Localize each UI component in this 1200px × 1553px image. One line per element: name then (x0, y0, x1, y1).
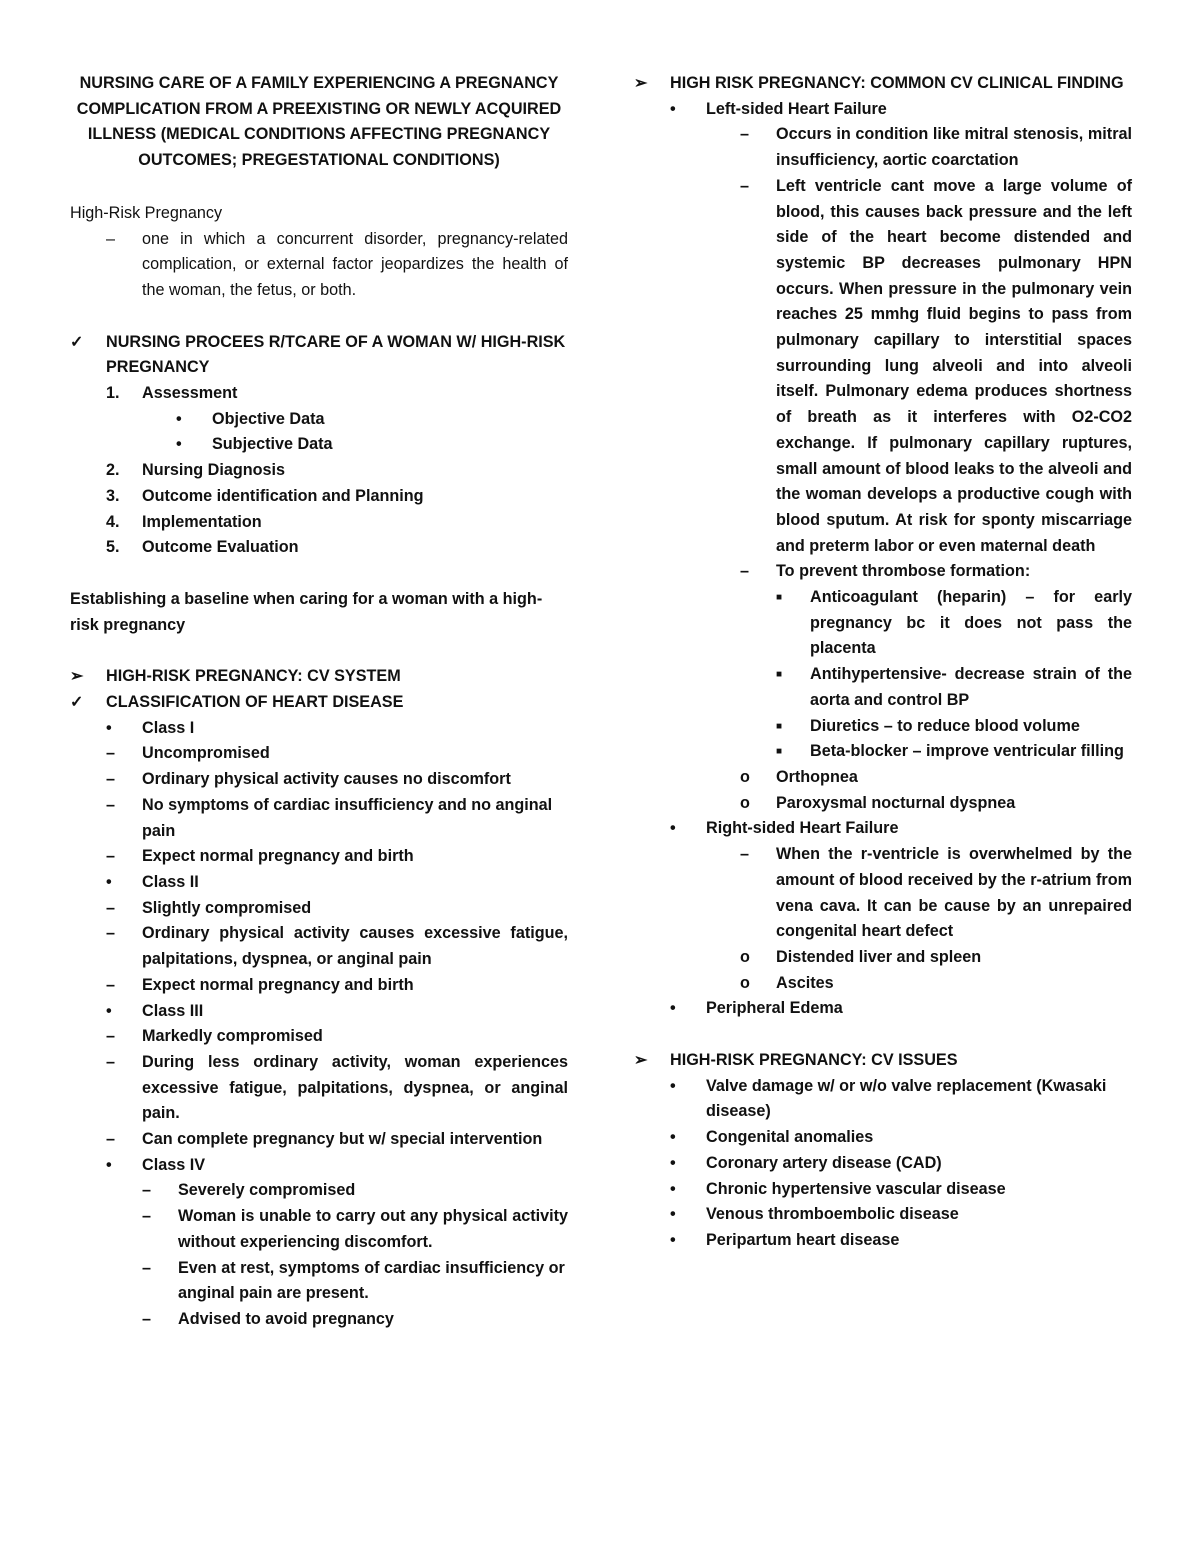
circle-bullet-icon: o (740, 947, 750, 966)
sign-item: Orthopnea (776, 767, 858, 786)
class-detail: Ordinary physical activity causes excessive fatigue, palpitations, dyspnea, or anginal pain (142, 924, 568, 969)
issue-item: Peripartum heart disease (706, 1230, 900, 1249)
bullet-icon: • (670, 1128, 676, 1147)
class-detail: Expect normal pregnancy and birth (142, 847, 414, 866)
square-bullet-item (634, 662, 1132, 713)
class-detail: Woman is unable to carry out any physical activity without experiencing discomfort. (178, 1207, 568, 1251)
bullet-icon: • (670, 999, 676, 1018)
bullet-item (70, 716, 568, 742)
arrow-icon: ➢ (634, 74, 648, 92)
dash-marker: – (740, 845, 750, 864)
circle-bullet-item (634, 791, 1132, 817)
dash-item (70, 844, 568, 870)
checkmark-icon: ✓ (70, 693, 84, 712)
dash-marker: – (106, 744, 116, 763)
bullet-item (70, 432, 568, 458)
class-detail: Can complete pregnancy but w/ special intervention (142, 1130, 543, 1149)
bullet-item (634, 1177, 1132, 1203)
dash-item (634, 174, 1132, 560)
arrow-heading (634, 71, 1132, 97)
lhf-detail: Left ventricle cant move a large volume of blood, this causes back pressure and the left side of the heart become distended and systemic BP decreases pulmonary HPN occurs. When pressure in the pulmonary vein reaches 25 mmhg fluid begins to pass from pulmonary capillary to interstitial spaces surrounding lung alveoli and into alveoli itself. Pulmonary edema produces shortness of breath as it interferes with O2-CO2 exchange. If pulmonary capillary ruptures, small amount of blood leaks to the alveoli and the woman develops a productive cough with blood sputum. At risk for sponty miscarriage and preterm labor or even maternal death (776, 176, 1132, 555)
step-label: Outcome Evaluation (142, 538, 299, 557)
bullet-icon: • (670, 1179, 676, 1198)
dash-item (70, 1178, 568, 1204)
hrp-definition: one in which a concurrent disorder, pregnancy-related complication, or external factor jeopardizes the health of the woman, the fetus, or both. (142, 229, 568, 299)
circle-bullet-icon: o (740, 767, 750, 786)
title-line: COMPLICATION FROM A PREEXISTING OR NEWLY ACQUIRED (76, 99, 562, 118)
class-detail: During less ordinary activity, woman experiences excessive fatigue, palpitations, dyspnea, or anginal pain. (142, 1052, 568, 1123)
baseline-text: Establishing a baseline when caring for a woman with a high-risk pregnancy (70, 589, 543, 634)
dash-item (70, 921, 568, 972)
bullet-item (634, 1151, 1132, 1177)
bullet-item (634, 816, 1132, 842)
issue-item: Chronic hypertensive vascular disease (706, 1179, 1006, 1198)
class-detail: Severely compromised (178, 1181, 356, 1200)
dash-item (70, 1024, 568, 1050)
bullet-item (634, 1228, 1132, 1254)
bullet-icon: • (670, 1153, 676, 1172)
title-line: NURSING CARE OF A FAMILY EXPERIENCING A PREGNANCY (79, 74, 559, 92)
class-label: Class IV (142, 1155, 205, 1174)
dash-marker: – (106, 924, 116, 943)
left-column (70, 71, 568, 1333)
bullet-icon: • (106, 1001, 112, 1020)
rhf-label: Right-sided Heart Failure (706, 819, 899, 838)
dash-item (634, 559, 1132, 585)
nursing-process-heading: NURSING PROCEES R/TCARE OF A WOMAN W/ HIGH-RISK PREGNANCY (106, 332, 566, 377)
sign-item: Ascites (776, 973, 834, 992)
square-bullet-item (634, 739, 1132, 765)
sign-item: Paroxysmal nocturnal dyspnea (776, 793, 1016, 812)
arrow-heading (70, 664, 568, 690)
checked-heading (70, 330, 568, 381)
numbered-item (70, 535, 568, 561)
dash-item (634, 842, 1132, 945)
number-marker: 2. (106, 461, 120, 480)
dash-marker: – (142, 1258, 152, 1277)
dash-marker: – (106, 1027, 116, 1046)
class-detail: Even at rest, symptoms of cardiac insufficiency or anginal pain are present. (178, 1258, 565, 1303)
bullet-icon: • (176, 409, 182, 428)
class-detail: Expect normal pregnancy and birth (142, 975, 414, 994)
document-title (70, 71, 568, 174)
square-bullet-icon: ■ (776, 669, 783, 681)
number-marker: 1. (106, 384, 120, 403)
drug-item: Antihypertensive- decrease strain of the aorta and control BP (810, 665, 1132, 709)
drug-item: Beta-blocker – improve ventricular filling (810, 742, 1124, 761)
issue-item: Valve damage w/ or w/o valve replacement (Kwasaki disease) (706, 1076, 1107, 1121)
dash-marker: – (106, 975, 116, 994)
issue-item: Congenital anomalies (706, 1128, 874, 1147)
dash-item (70, 1127, 568, 1153)
issue-item: Venous thromboembolic disease (706, 1205, 959, 1224)
class-detail: Slightly compromised (142, 898, 312, 917)
dash-item (70, 896, 568, 922)
bullet-icon: • (670, 99, 676, 118)
bullet-item (634, 1202, 1132, 1228)
dash-marker: – (740, 176, 750, 195)
issues-heading: HIGH-RISK PREGNANCY: CV ISSUES (670, 1051, 958, 1070)
lhf-detail: Occurs in condition like mitral stenosis, mitral insufficiency, aortic coarctation (776, 125, 1132, 170)
dash-item (70, 973, 568, 999)
circle-bullet-icon: o (740, 793, 750, 812)
arrow-heading (634, 1048, 1132, 1074)
checkmark-icon: ✓ (70, 332, 84, 351)
dash-item (70, 767, 568, 793)
cv-system-heading: HIGH-RISK PREGNANCY: CV SYSTEM (106, 667, 401, 686)
drug-item: Diuretics – to reduce blood volume (810, 716, 1080, 735)
rhf-detail: When the r-ventricle is overwhelmed by the amount of blood received by the r-atrium from vena cava. It can be cause by an unrepaired congenital heart defect (776, 845, 1132, 941)
bullet-icon: • (670, 1076, 676, 1095)
step-label: Outcome identification and Planning (142, 486, 424, 505)
class-detail: Uncompromised (142, 744, 270, 763)
circle-bullet-item (634, 971, 1132, 997)
dash-marker: – (106, 847, 116, 866)
square-bullet-icon: ■ (776, 746, 783, 758)
number-marker: 5. (106, 538, 120, 557)
step-label: Implementation (142, 512, 262, 531)
bullet-item (634, 996, 1132, 1022)
square-bullet-item (634, 714, 1132, 740)
dash-item (70, 227, 568, 304)
hrp-heading: High-Risk Pregnancy (70, 203, 223, 222)
lhf-label: Left-sided Heart Failure (706, 99, 887, 118)
sign-item: Distended liver and spleen (776, 947, 982, 966)
numbered-item (70, 510, 568, 536)
number-marker: 4. (106, 512, 120, 531)
step-label: Nursing Diagnosis (142, 461, 286, 480)
dash-marker: – (106, 1130, 116, 1149)
dash-marker: – (106, 1052, 116, 1071)
dash-marker: – (142, 1181, 152, 1200)
bullet-item (70, 1153, 568, 1179)
square-bullet-item (634, 585, 1132, 662)
step-label: Assessment (142, 384, 238, 403)
circle-bullet-icon: o (740, 973, 750, 992)
assessment-sub: Objective Data (212, 409, 325, 428)
class-label: Class III (142, 1001, 204, 1020)
bullet-item (70, 870, 568, 896)
clinical-heading: HIGH RISK PREGNANCY: COMMON CV CLINICAL FINDING (670, 74, 1124, 92)
circle-bullet-item (634, 765, 1132, 791)
bullet-icon: • (106, 872, 112, 891)
class-label: Class I (142, 718, 195, 737)
checked-heading (70, 690, 568, 716)
bullet-item (634, 1074, 1132, 1125)
bullet-item (634, 97, 1132, 123)
numbered-item (70, 458, 568, 484)
drug-item: Anticoagulant (heparin) – for early pregnancy bc it does not pass the placenta (810, 588, 1132, 658)
dash-marker: – (106, 229, 116, 248)
dash-item (634, 122, 1132, 173)
bullet-icon: • (670, 819, 676, 838)
class-detail: No symptoms of cardiac insufficiency and no anginal pain (142, 795, 553, 840)
dash-item (70, 1204, 568, 1255)
peripheral-edema: Peripheral Edema (706, 999, 843, 1018)
dash-item (70, 1307, 568, 1333)
classification-heading: CLASSIFICATION OF HEART DISEASE (106, 693, 404, 712)
bullet-icon: • (106, 718, 112, 737)
dash-item (70, 741, 568, 767)
dash-marker: – (106, 770, 116, 789)
circle-bullet-item (634, 945, 1132, 971)
class-detail: Ordinary physical activity causes no discomfort (142, 770, 511, 789)
bullet-icon: • (670, 1230, 676, 1249)
dash-marker: – (142, 1309, 152, 1328)
right-column (634, 71, 1132, 1254)
class-label: Class II (142, 872, 199, 891)
issue-item: Coronary artery disease (CAD) (706, 1153, 942, 1172)
assessment-sub: Subjective Data (212, 435, 333, 454)
square-bullet-icon: ■ (776, 592, 783, 604)
class-detail: Markedly compromised (142, 1027, 323, 1046)
dash-marker: – (106, 795, 116, 814)
bullet-icon: • (176, 435, 182, 454)
number-marker: 3. (106, 486, 120, 505)
dash-marker: – (740, 125, 750, 144)
bullet-icon: • (106, 1155, 112, 1174)
lhf-detail: To prevent thrombose formation: (776, 562, 1031, 581)
bullet-item (70, 407, 568, 433)
bullet-item (70, 999, 568, 1025)
arrow-icon: ➢ (70, 667, 84, 686)
title-line: ILLNESS (MEDICAL CONDITIONS AFFECTING PREGNANCY (87, 125, 551, 144)
numbered-item (70, 484, 568, 510)
bullet-icon: • (670, 1205, 676, 1224)
dash-marker: – (106, 898, 116, 917)
dash-item (70, 793, 568, 844)
numbered-item (70, 381, 568, 407)
dash-marker: – (142, 1207, 152, 1226)
dash-item (70, 1256, 568, 1307)
dash-marker: – (740, 562, 750, 581)
class-detail: Advised to avoid pregnancy (178, 1309, 394, 1328)
title-line: OUTCOMES; PREGESTATIONAL CONDITIONS) (138, 151, 500, 170)
bullet-item (634, 1125, 1132, 1151)
dash-item (70, 1050, 568, 1127)
arrow-icon: ➢ (634, 1051, 648, 1070)
square-bullet-icon: ■ (776, 720, 783, 732)
